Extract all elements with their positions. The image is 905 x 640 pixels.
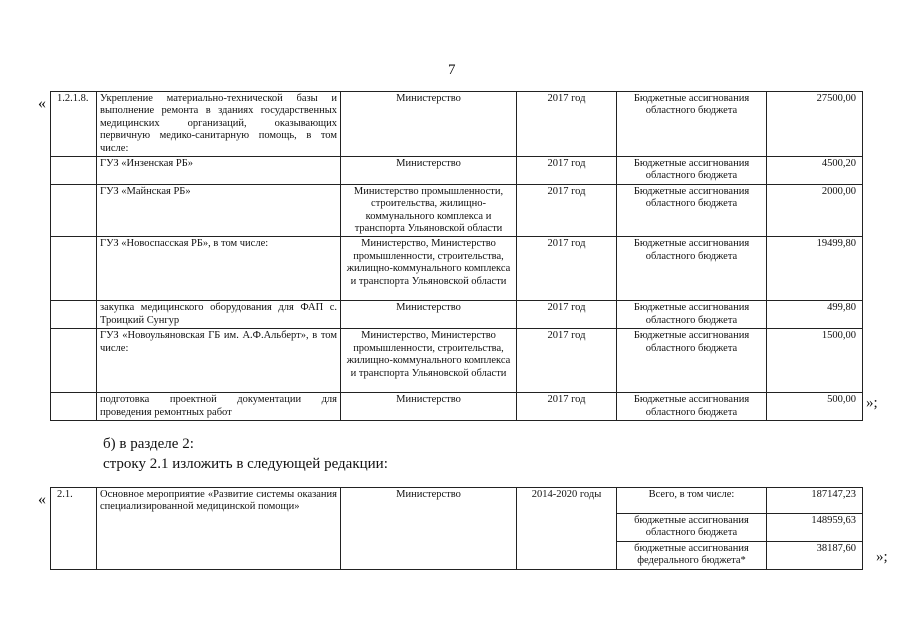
section-line-1: б) в разделе 2: bbox=[103, 436, 194, 452]
row-description: закупка медицинского оборудования для ФАП с. Троицкий Сунгур bbox=[97, 301, 341, 329]
funding-amount: 19499,80 bbox=[767, 237, 863, 301]
row-description: подготовка проектной документации для проведения ремонтных работ bbox=[97, 393, 341, 421]
row-number bbox=[51, 157, 97, 185]
table-row bbox=[51, 237, 863, 301]
row-number: 2.1. bbox=[51, 488, 97, 570]
close-quote-2: »; bbox=[876, 549, 888, 565]
row-description: ГУЗ «Майнская РБ» bbox=[97, 184, 341, 237]
open-quote-1: « bbox=[38, 95, 46, 112]
row-description: ГУЗ «Инзенская РБ» bbox=[97, 157, 341, 185]
page-number: 7 bbox=[448, 62, 456, 78]
funding-amount: 499,80 bbox=[767, 301, 863, 329]
funding-amount: 4500,20 bbox=[767, 157, 863, 185]
row-organization: Министерство bbox=[341, 301, 517, 329]
table-row bbox=[51, 301, 863, 329]
funding-amount: 500,00 bbox=[767, 393, 863, 421]
row-organization: Министерство bbox=[341, 157, 517, 185]
row-number: 1.2.1.8. bbox=[51, 92, 97, 157]
funding-source: бюджетные ассигнования областного бюджета bbox=[617, 514, 767, 542]
row-organization: Министерство, Министерство промышленности, строительства, жилищно-коммунального комплекса и транспорта Ульяновской области bbox=[341, 237, 517, 301]
row-description: ГУЗ «Новоульяновская ГБ им. А.Ф.Альберт», в том числе: bbox=[97, 329, 341, 393]
row-period: 2017 год bbox=[517, 184, 617, 237]
funding-source: Бюджетные ассигнования областного бюджета bbox=[617, 301, 767, 329]
row-number bbox=[51, 301, 97, 329]
row-organization: Министерство bbox=[341, 92, 517, 157]
funding-amount: 148959,63 bbox=[767, 514, 863, 542]
row-description: Основное мероприятие «Развитие системы оказания специализированной медицинской помощи» bbox=[97, 488, 341, 570]
main-activity-table bbox=[50, 487, 863, 570]
funding-source: Бюджетные ассигнования областного бюджета bbox=[617, 184, 767, 237]
table-row bbox=[51, 184, 863, 237]
funding-amount: 1500,00 bbox=[767, 329, 863, 393]
funding-source: Бюджетные ассигнования областного бюджета bbox=[617, 237, 767, 301]
row-organization: Министерство bbox=[341, 393, 517, 421]
row-description: ГУЗ «Новоспасская РБ», в том числе: bbox=[97, 237, 341, 301]
funding-amount: 187147,23 bbox=[767, 488, 863, 514]
row-organization: Министерство bbox=[341, 488, 517, 570]
row-period: 2017 год bbox=[517, 329, 617, 393]
funding-source: Бюджетные ассигнования областного бюджета bbox=[617, 329, 767, 393]
funding-source: бюджетные ассигнования федерального бюджета* bbox=[617, 541, 767, 569]
table-row bbox=[51, 329, 863, 393]
funding-source: Бюджетные ассигнования областного бюджета bbox=[617, 157, 767, 185]
open-quote-2: « bbox=[38, 491, 46, 508]
row-number bbox=[51, 393, 97, 421]
close-quote-1: »; bbox=[866, 395, 878, 411]
row-organization: Министерство, Министерство промышленности, строительства, жилищно-коммунального комплекса и транспорта Ульяновской области bbox=[341, 329, 517, 393]
funding-amount: 2000,00 bbox=[767, 184, 863, 237]
row-period: 2017 год bbox=[517, 237, 617, 301]
funding-amount: 27500,00 bbox=[767, 92, 863, 157]
row-period: 2017 год bbox=[517, 393, 617, 421]
row-period: 2017 год bbox=[517, 92, 617, 157]
section-line-2: строку 2.1 изложить в следующей редакции: bbox=[103, 456, 388, 472]
row-period: 2014-2020 годы bbox=[517, 488, 617, 570]
funding-amount: 38187,60 bbox=[767, 541, 863, 569]
table-row bbox=[51, 157, 863, 185]
row-organization: Министерство промышленности, строительства, жилищно-коммунального комплекса и транспорта Ульяновской области bbox=[341, 184, 517, 237]
table-row bbox=[51, 92, 863, 157]
measures-table bbox=[50, 91, 863, 421]
funding-source: Бюджетные ассигнования областного бюджета bbox=[617, 92, 767, 157]
row-number bbox=[51, 329, 97, 393]
row-period: 2017 год bbox=[517, 301, 617, 329]
table-row bbox=[51, 488, 863, 514]
row-number bbox=[51, 184, 97, 237]
row-number bbox=[51, 237, 97, 301]
funding-source: Бюджетные ассигнования областного бюджета bbox=[617, 393, 767, 421]
funding-source: Всего, в том числе: bbox=[617, 488, 767, 514]
row-description: Укрепление материально-технической базы и выполнение ремонта в зданиях государственных медицинских организаций, оказывающих первичную медико-санитарную помощь, в том числе: bbox=[97, 92, 341, 157]
table-row bbox=[51, 393, 863, 421]
row-period: 2017 год bbox=[517, 157, 617, 185]
